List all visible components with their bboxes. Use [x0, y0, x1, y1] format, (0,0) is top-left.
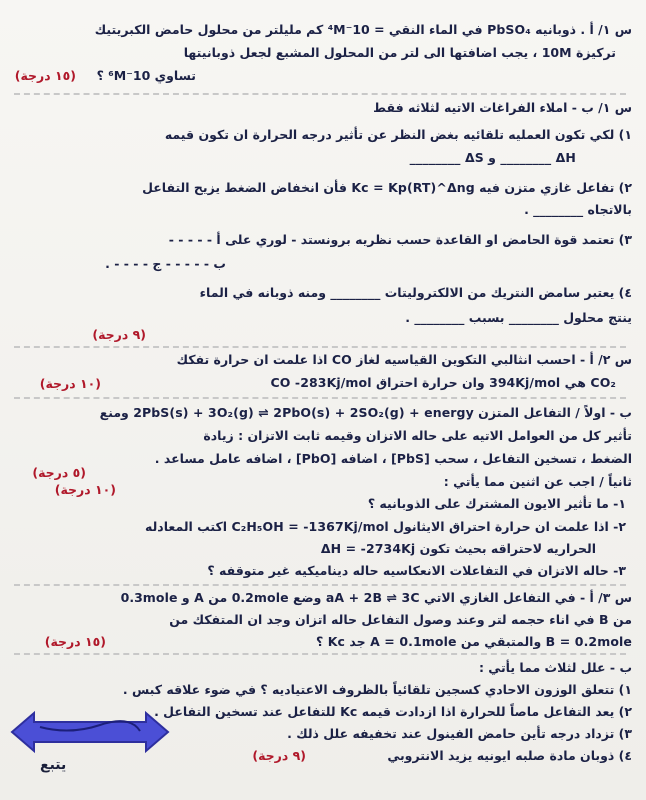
- q1b-item2-line1: ٢) تفاعل غازي متزن فيه Kc = Kp(RT)^Δng فأن انخفاض الضغط يزيح التفاعل: [142, 180, 632, 195]
- q1a-line3: تساوي 10⁻⁶M ؟: [96, 68, 196, 83]
- double-arrow-icon: [10, 707, 170, 757]
- q1b-item1-line2: ΔH ________ و ΔS ________: [409, 150, 576, 165]
- q2a-marks: (١٠ درجة): [39, 376, 101, 391]
- q1b-item4-line1: ٤) يعتبر سامض النتريك من الالكتروليتات ________ ومنه ذوبانه في الماء: [199, 285, 632, 300]
- q2a-line2: CO₂ هي 394Kj/mol وان حرارة احتراق CO -283Kj/mol: [270, 375, 616, 390]
- q3a-marks: (١٥ درجة): [44, 634, 106, 649]
- q3b-item2: ٢) يعد التفاعل ماصاً للحرارة اذا ازدادت قيمه Kc للتفاعل عند تسخين التفاعل .: [154, 704, 632, 719]
- q1b-item4-line2: ينتج محلول ________ بسبب ________ .: [405, 310, 632, 325]
- q2c-item3: ٣- حاله الاتزان في التفاعلات الانعكاسيه حاله ديناميكيه غير متوقفه ؟: [207, 563, 626, 578]
- q3a-line1: س ٣/ أ - في التفاعل الغازي الاتي aA + 2B ⇌ 3C وضع 0.2mole من A و 0.3mole: [120, 590, 632, 605]
- q2a-line1: س ٢/ أ - احسب انثالبي التكوين القياسيه لغاز CO اذا علمت ان حرارة تفكك: [176, 352, 632, 367]
- q1a-marks: (١٥ درجة): [14, 68, 76, 83]
- q2c-item2-line1: ٢- اذا علمت ان حرارة احتراق الايثانول C₂H₅OH = -1367Kj/mol اكتب المعادله: [145, 519, 626, 534]
- q2b-marks-2: (١٠ درجة): [54, 482, 116, 497]
- q1a-line1: س ١/ أ . ذوبانيه PbSO₄ في الماء النقي = 10⁻⁴M كم مليلتر من محلول حامض الكبريتيك: [94, 22, 632, 37]
- q1b-item1-line1: ١) لكي تكون العمليه تلقائيه بغض النظر عن تأثير درجه الحرارة ان تكون قيمه: [164, 127, 632, 142]
- q2b-line3: الضغط ، تسخين التفاعل ، سحب [PbS] ، اضافه [PbO] ، اضافه عامل مساعد .: [154, 451, 632, 466]
- q3b-item1: ١) تتعلق الوزون الاحادي كسجين تلقائياً بالظروف الاعتياديه ؟ في ضوء علاقه كبس .: [122, 682, 632, 697]
- q1b-item2-line2: بالاتجاه ________ .: [524, 202, 632, 217]
- q3a-line2: من B في اناء حجمه لتر وعند وصول التفاعل حاله اتزان وجد ان المتفكك من: [169, 612, 632, 627]
- q2b-marks-1: (٥ درجة): [32, 465, 86, 480]
- q1b-item3-line2: ب - - - - - ج - - - - .: [105, 256, 226, 271]
- q3a-line3: B = 0.2mole والمتبقي من A = 0.1mole جد Kc ؟: [316, 634, 632, 649]
- q3b-heading: ب - علل لثلاث مما يأتي :: [478, 660, 632, 675]
- q2b-line2: تأثير كل من العوامل الاتيه على حاله الاتزان وقيمه ثابت الاتزان : زيادة: [203, 428, 632, 443]
- q3b-item4: ٤) ذوبان مادة صلبه ايونيه يزيد الانتروبي: [387, 748, 632, 763]
- continue-note: يتبع: [40, 757, 67, 773]
- q2c-item2-line2: الحراريه لاحتراقه بحيث تكون ΔH = -2734Kj: [320, 541, 596, 556]
- q3b-item3: ٣) تزداد درجه تأين حامض الفينول عند تخفيفه علل ذلك .: [287, 726, 632, 741]
- q2b-line1: ب - اولاً / التفاعل المتزن 2PbS(s) + 3O₂(g) ⇌ 2PbO(s) + 2SO₂(g) + energy ومنع: [99, 405, 632, 420]
- q2c-heading: ثانياً / اجب عن اثنين مما يأتي :: [443, 474, 632, 489]
- q2c-item1: ١- ما تأثير الايون المشترك على الذوبانيه ؟: [367, 496, 626, 511]
- q3b-marks: (٩ درجة): [252, 748, 306, 763]
- q1b-item3-line1: ٣) تعتمد قوة الحامض او القاعدة حسب نظريه برونستد - لوري على أ - - - - -: [168, 232, 632, 247]
- q1b-heading: س ١/ ب - املاء الفراغات الاتيه لثلاثه فقط: [373, 100, 632, 115]
- q1b-marks: (٩ درجة): [92, 327, 146, 342]
- q1a-line2: تركيزة 10M ، يجب اضافتها الى لتر من المحلول المشبع لجعل ذوبانيتها: [183, 45, 616, 60]
